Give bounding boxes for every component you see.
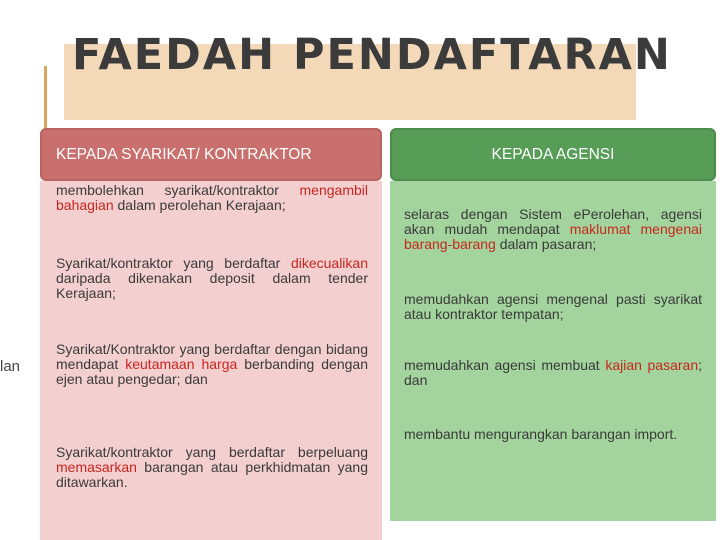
benefit-text: Syarikat/Kontraktor yang berdaftar dengan bidang mendapat [56,341,368,372]
benefit-highlight: kajian pasaran [605,357,699,373]
syarikat-benefit-4 [56,445,368,490]
header-syarikat: KEPADA SYARIKAT/ KONTRAKTOR [40,128,382,181]
syarikat-benefit-3 [56,342,368,387]
benefit-highlight: memasarkan [56,459,137,475]
benefit-highlight: mengambil bahagian [56,182,368,213]
benefit-text: memudahkan agensi membuat [404,357,606,373]
benefit-highlight: dikecualikan [290,255,368,271]
benefit-highlight: maklumat mengenai barang-barang [404,221,703,252]
benefit-text: membolehkan syarikat/kontraktor [56,182,300,198]
benefit-text: barangan atau perkhidmatan yang ditawarkan. [56,459,368,490]
syarikat-benefit-2 [56,256,368,301]
agensi-benefit-4 [404,427,702,442]
benefit-text: daripada dikenakan deposit dalam tender Kerajaan; [56,270,368,301]
cropped-side-text: lan [0,358,21,375]
benefit-text: selaras dengan Sistem ePerolehan, agensi akan mudah mendapat [404,206,702,237]
benefit-text: Syarikat/kontraktor yang berdaftar berpeluang [56,444,368,460]
syarikat-benefit-1 [56,183,368,213]
benefit-text: membantu mengurangkan barangan import. [404,426,678,442]
benefit-highlight: keutamaan harga [125,356,238,372]
agensi-benefit-1 [404,207,702,252]
page-title: FAEDAH PENDAFTARAN [72,30,672,80]
benefit-text: ; dan [404,357,702,388]
benefit-text: berbanding dengan ejen atau pengedar; dan [56,356,368,387]
benefit-text: dalam perolehan Kerajaan; [113,197,286,213]
agensi-benefit-2 [404,292,702,322]
header-agensi: KEPADA AGENSI [390,128,716,181]
agensi-benefit-3 [404,358,702,388]
benefit-text: memudahkan agensi mengenal pasti syarikat atau kontraktor tempatan; [404,291,702,322]
benefit-text: dalam pasaran; [495,236,597,252]
benefit-text: Syarikat/kontraktor yang berdaftar [56,255,291,271]
